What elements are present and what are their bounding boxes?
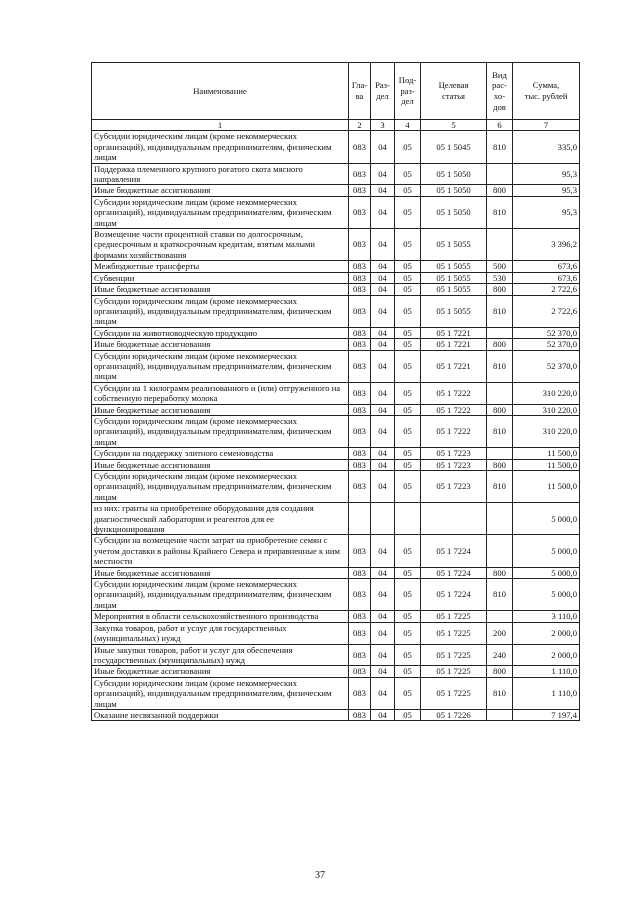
cell-name: Субсидии юридическим лицам (кроме некоммерческих организаций), индивидуальным предпринимателям, физическим лицам: [92, 677, 349, 709]
cell-name: Иные бюджетные ассигнования: [92, 666, 349, 677]
cell-target: 05 1 7221: [421, 327, 487, 338]
cell-name: Закупка товаров, работ и услуг для государственных (муниципальных) нужд: [92, 622, 349, 644]
cell-podrazdel: 05: [395, 535, 421, 567]
cell-podrazdel: 05: [395, 709, 421, 720]
cell-sum: 2 000,0: [513, 622, 580, 644]
cell-razdel: 04: [371, 709, 395, 720]
table-row: [92, 415, 580, 447]
cell-glava: 083: [349, 535, 371, 567]
cell-razdel: 04: [371, 644, 395, 666]
cell-sum: 5 000,0: [513, 567, 580, 578]
table-row: [92, 579, 580, 611]
table-row: [92, 666, 580, 677]
cell-target: 05 1 7222: [421, 382, 487, 404]
cell-podrazdel: 05: [395, 229, 421, 261]
cell-target: 05 1 5045: [421, 131, 487, 163]
table-row: [92, 339, 580, 350]
cell-vid: 810: [487, 196, 513, 228]
table-row: [92, 229, 580, 261]
table-header-row: [92, 63, 580, 120]
table-row: [92, 295, 580, 327]
cell-target: 05 1 7221: [421, 350, 487, 382]
cell-sum: 2 722,6: [513, 295, 580, 327]
column-number: 3: [371, 120, 395, 131]
header-glava: Гла- ва: [349, 63, 371, 120]
table-row: [92, 471, 580, 503]
cell-sum: 5 000,0: [513, 535, 580, 567]
cell-name: Субсидии на животноводческую продукцию: [92, 327, 349, 338]
cell-vid: 810: [487, 350, 513, 382]
cell-glava: 083: [349, 579, 371, 611]
cell-glava: 083: [349, 567, 371, 578]
table-row: [92, 163, 580, 185]
header-sum: Сумма, тыс. рублей: [513, 63, 580, 120]
cell-name: Иные бюджетные ассигнования: [92, 459, 349, 470]
cell-glava: 083: [349, 284, 371, 295]
cell-glava: 083: [349, 666, 371, 677]
cell-vid: [487, 709, 513, 720]
cell-vid: [487, 503, 513, 535]
cell-vid: [487, 535, 513, 567]
cell-vid: [487, 382, 513, 404]
cell-target: 05 1 5055: [421, 272, 487, 283]
table-row: [92, 677, 580, 709]
cell-glava: 083: [349, 448, 371, 459]
cell-vid: [487, 229, 513, 261]
cell-sum: 52 370,0: [513, 327, 580, 338]
cell-razdel: 04: [371, 196, 395, 228]
cell-sum: 52 370,0: [513, 339, 580, 350]
cell-vid: 800: [487, 459, 513, 470]
cell-razdel: 04: [371, 163, 395, 185]
cell-name: Иные бюджетные ассигнования: [92, 404, 349, 415]
cell-vid: 530: [487, 272, 513, 283]
cell-podrazdel: 05: [395, 415, 421, 447]
cell-glava: 083: [349, 709, 371, 720]
cell-name: Субсидии на поддержку элитного семеноводства: [92, 448, 349, 459]
cell-name: Иные закупки товаров, работ и услуг для обеспечения государственных (муниципальных) нужд: [92, 644, 349, 666]
cell-sum: 7 197,4: [513, 709, 580, 720]
cell-razdel: 04: [371, 185, 395, 196]
cell-podrazdel: 05: [395, 185, 421, 196]
cell-name: Межбюджетные трансферты: [92, 261, 349, 272]
table-row: [92, 459, 580, 470]
cell-glava: 083: [349, 459, 371, 470]
cell-target: 05 1 5050: [421, 163, 487, 185]
cell-podrazdel: 05: [395, 567, 421, 578]
cell-podrazdel: 05: [395, 131, 421, 163]
cell-razdel: 04: [371, 666, 395, 677]
cell-podrazdel: 05: [395, 471, 421, 503]
cell-vid: 500: [487, 261, 513, 272]
cell-target: 05 1 5055: [421, 261, 487, 272]
table-row: [92, 535, 580, 567]
cell-sum: 673,6: [513, 261, 580, 272]
budget-table: [91, 62, 580, 721]
cell-target: 05 1 5055: [421, 229, 487, 261]
table-row: [92, 644, 580, 666]
cell-target: 05 1 7223: [421, 448, 487, 459]
column-number: 4: [395, 120, 421, 131]
header-name: Наименование: [92, 63, 349, 120]
cell-sum: 310 220,0: [513, 382, 580, 404]
table-row: [92, 272, 580, 283]
cell-razdel: 04: [371, 350, 395, 382]
table-row: [92, 185, 580, 196]
cell-sum: 673,6: [513, 272, 580, 283]
cell-podrazdel: 05: [395, 611, 421, 622]
cell-target: 05 1 7222: [421, 415, 487, 447]
cell-sum: 335,0: [513, 131, 580, 163]
cell-target: [421, 503, 487, 535]
cell-name: Иные бюджетные ассигнования: [92, 567, 349, 578]
cell-sum: 95,3: [513, 185, 580, 196]
cell-vid: 810: [487, 415, 513, 447]
cell-vid: [487, 163, 513, 185]
cell-sum: 2 722,6: [513, 284, 580, 295]
cell-glava: 083: [349, 163, 371, 185]
cell-razdel: 04: [371, 567, 395, 578]
cell-razdel: 04: [371, 272, 395, 283]
cell-sum: 11 500,0: [513, 459, 580, 470]
cell-razdel: 04: [371, 339, 395, 350]
cell-target: 05 1 7224: [421, 535, 487, 567]
cell-podrazdel: 05: [395, 579, 421, 611]
cell-sum: 52 370,0: [513, 350, 580, 382]
cell-target: 05 1 7225: [421, 666, 487, 677]
cell-razdel: 04: [371, 295, 395, 327]
cell-name: Субсидии юридическим лицам (кроме некоммерческих организаций), индивидуальным предпринимателям, физическим лицам: [92, 131, 349, 163]
cell-target: 05 1 7226: [421, 709, 487, 720]
table-row: [92, 382, 580, 404]
cell-glava: 083: [349, 622, 371, 644]
column-number: 1: [92, 120, 349, 131]
column-number: 5: [421, 120, 487, 131]
cell-sum: 11 500,0: [513, 448, 580, 459]
table-row: [92, 196, 580, 228]
cell-sum: 2 000,0: [513, 644, 580, 666]
cell-vid: 810: [487, 677, 513, 709]
cell-name: Субсидии юридическим лицам (кроме некоммерческих организаций), индивидуальным предпринимателям, физическим лицам: [92, 415, 349, 447]
cell-target: 05 1 7222: [421, 404, 487, 415]
cell-vid: 810: [487, 471, 513, 503]
cell-name: Иные бюджетные ассигнования: [92, 339, 349, 350]
cell-target: 05 1 7224: [421, 567, 487, 578]
table-body: [92, 131, 580, 721]
cell-podrazdel: 05: [395, 295, 421, 327]
cell-name: Субсидии юридическим лицам (кроме некоммерческих организаций), индивидуальным предпринимателям, физическим лицам: [92, 471, 349, 503]
cell-podrazdel: 05: [395, 382, 421, 404]
cell-target: 05 1 7221: [421, 339, 487, 350]
cell-vid: 800: [487, 284, 513, 295]
cell-sum: 3 110,0: [513, 611, 580, 622]
table-row: [92, 404, 580, 415]
cell-glava: 083: [349, 229, 371, 261]
cell-razdel: 04: [371, 382, 395, 404]
cell-glava: 083: [349, 611, 371, 622]
cell-target: 05 1 5055: [421, 295, 487, 327]
cell-target: 05 1 7225: [421, 677, 487, 709]
cell-name: Оказание несвязанной поддержки: [92, 709, 349, 720]
cell-glava: 083: [349, 185, 371, 196]
cell-glava: 083: [349, 295, 371, 327]
cell-vid: 800: [487, 666, 513, 677]
cell-glava: 083: [349, 415, 371, 447]
cell-target: 05 1 7223: [421, 471, 487, 503]
cell-vid: 200: [487, 622, 513, 644]
table-row: [92, 131, 580, 163]
cell-name: Иные бюджетные ассигнования: [92, 284, 349, 295]
cell-razdel: 04: [371, 448, 395, 459]
cell-name: Субсидии юридическим лицам (кроме некоммерческих организаций), индивидуальным предпринимателям, физическим лицам: [92, 295, 349, 327]
cell-glava: [349, 503, 371, 535]
cell-podrazdel: 05: [395, 261, 421, 272]
column-number: 7: [513, 120, 580, 131]
cell-glava: 083: [349, 131, 371, 163]
cell-name: Субсидии на 1 килограмм реализованного и (или) отгруженного на собственную переработку молока: [92, 382, 349, 404]
table-row: [92, 503, 580, 535]
cell-glava: 083: [349, 272, 371, 283]
cell-name: Иные бюджетные ассигнования: [92, 185, 349, 196]
cell-sum: 95,3: [513, 163, 580, 185]
cell-razdel: 04: [371, 535, 395, 567]
cell-razdel: 04: [371, 579, 395, 611]
cell-vid: [487, 611, 513, 622]
cell-razdel: 04: [371, 677, 395, 709]
cell-target: 05 1 7225: [421, 611, 487, 622]
cell-razdel: 04: [371, 459, 395, 470]
cell-podrazdel: 05: [395, 350, 421, 382]
cell-sum: 3 396,2: [513, 229, 580, 261]
header-podrazdel: Под- раз- дел: [395, 63, 421, 120]
cell-vid: 800: [487, 567, 513, 578]
cell-podrazdel: 05: [395, 163, 421, 185]
cell-glava: 083: [349, 261, 371, 272]
cell-podrazdel: 05: [395, 448, 421, 459]
cell-target: 05 1 7224: [421, 579, 487, 611]
page-number: 37: [315, 870, 325, 881]
cell-glava: 083: [349, 382, 371, 404]
cell-podrazdel: 05: [395, 272, 421, 283]
cell-podrazdel: 05: [395, 644, 421, 666]
cell-name: Возмещение части процентной ставки по долгосрочным, среднесрочным и краткосрочным кредитам, взятым малыми формами хозяйствования: [92, 229, 349, 261]
cell-razdel: 04: [371, 415, 395, 447]
cell-razdel: 04: [371, 261, 395, 272]
cell-podrazdel: 05: [395, 196, 421, 228]
cell-podrazdel: [395, 503, 421, 535]
cell-target: 05 1 5050: [421, 185, 487, 196]
cell-name: Субсидии юридическим лицам (кроме некоммерческих организаций), индивидуальным предпринимателям, физическим лицам: [92, 350, 349, 382]
cell-vid: 810: [487, 295, 513, 327]
cell-razdel: 04: [371, 622, 395, 644]
cell-razdel: 04: [371, 471, 395, 503]
cell-podrazdel: 05: [395, 404, 421, 415]
cell-name: Субсидии на возмещение части затрат на приобретение семян с учетом доставки в районы Крайнего Севера и приравненные к ним местности: [92, 535, 349, 567]
cell-vid: 810: [487, 131, 513, 163]
cell-name: Субвенции: [92, 272, 349, 283]
cell-name: Субсидии юридическим лицам (кроме некоммерческих организаций), индивидуальным предпринимателям, физическим лицам: [92, 196, 349, 228]
cell-target: 05 1 7223: [421, 459, 487, 470]
cell-podrazdel: 05: [395, 677, 421, 709]
cell-podrazdel: 05: [395, 459, 421, 470]
cell-sum: 11 500,0: [513, 471, 580, 503]
header-razdel: Раз- дел: [371, 63, 395, 120]
cell-sum: 1 110,0: [513, 677, 580, 709]
cell-vid: 240: [487, 644, 513, 666]
cell-podrazdel: 05: [395, 339, 421, 350]
cell-razdel: 04: [371, 284, 395, 295]
cell-sum: 310 220,0: [513, 415, 580, 447]
cell-glava: 083: [349, 404, 371, 415]
header-vid: Вид рас- хо- дов: [487, 63, 513, 120]
table-row: [92, 350, 580, 382]
table-row: [92, 709, 580, 720]
cell-vid: 800: [487, 404, 513, 415]
cell-vid: [487, 327, 513, 338]
cell-glava: 083: [349, 327, 371, 338]
cell-razdel: [371, 503, 395, 535]
cell-razdel: 04: [371, 327, 395, 338]
cell-podrazdel: 05: [395, 666, 421, 677]
table-row: [92, 567, 580, 578]
cell-sum: 1 110,0: [513, 666, 580, 677]
table-row: [92, 622, 580, 644]
cell-razdel: 04: [371, 131, 395, 163]
cell-sum: 5 000,0: [513, 503, 580, 535]
cell-glava: 083: [349, 471, 371, 503]
cell-podrazdel: 05: [395, 284, 421, 295]
cell-target: 05 1 7225: [421, 622, 487, 644]
cell-vid: 800: [487, 185, 513, 196]
cell-glava: 083: [349, 339, 371, 350]
cell-name: Поддержка племенного крупного рогатого скота мясного направления: [92, 163, 349, 185]
cell-sum: 95,3: [513, 196, 580, 228]
cell-vid: 800: [487, 339, 513, 350]
cell-razdel: 04: [371, 229, 395, 261]
cell-target: 05 1 5050: [421, 196, 487, 228]
table-row: [92, 261, 580, 272]
table-row: [92, 611, 580, 622]
cell-glava: 083: [349, 644, 371, 666]
cell-razdel: 04: [371, 404, 395, 415]
header-target: Целевая статья: [421, 63, 487, 120]
cell-vid: 810: [487, 579, 513, 611]
cell-glava: 083: [349, 196, 371, 228]
column-number-row: [92, 120, 580, 131]
column-number: 2: [349, 120, 371, 131]
table-row: [92, 448, 580, 459]
cell-glava: 083: [349, 350, 371, 382]
cell-target: 05 1 7225: [421, 644, 487, 666]
cell-razdel: 04: [371, 611, 395, 622]
table-row: [92, 327, 580, 338]
cell-name: Мероприятия в области сельскохозяйственного производства: [92, 611, 349, 622]
cell-sum: 310 220,0: [513, 404, 580, 415]
cell-podrazdel: 05: [395, 622, 421, 644]
cell-name: Субсидии юридическим лицам (кроме некоммерческих организаций), индивидуальным предпринимателям, физическим лицам: [92, 579, 349, 611]
cell-podrazdel: 05: [395, 327, 421, 338]
cell-name: из них: гранты на приобретение оборудования для создания диагностической лаборатории и реагентов для ее функционирования: [92, 503, 349, 535]
cell-sum: 5 000,0: [513, 579, 580, 611]
cell-vid: [487, 448, 513, 459]
table-row: [92, 284, 580, 295]
cell-glava: 083: [349, 677, 371, 709]
cell-target: 05 1 5055: [421, 284, 487, 295]
column-number: 6: [487, 120, 513, 131]
